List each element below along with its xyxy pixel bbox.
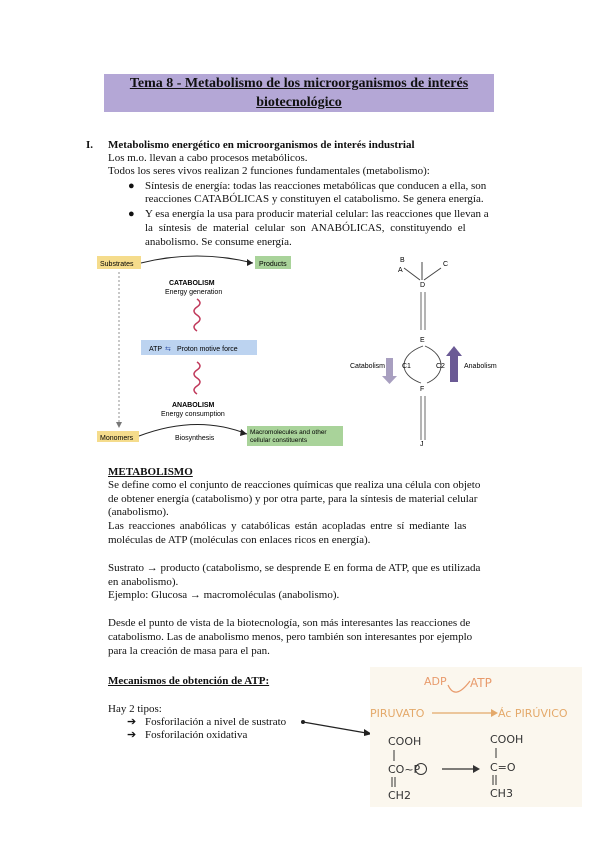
bullet-1-line-1: Síntesis de energía: todas las reacciones metabólicas que conducen a ella, son	[145, 180, 487, 192]
catabolism-label: CATABOLISM	[169, 280, 215, 287]
atp-mechanisms-intro: Hay 2 tipos:	[108, 703, 162, 715]
macromolecules-line-1: Macromolecules and other	[250, 429, 327, 436]
node-label: J	[420, 441, 424, 446]
energy-consumption-label: Energy consumption	[161, 411, 225, 418]
squiggle-down-icon	[194, 362, 200, 394]
metabolismo-line: para la creación de masa para el pan.	[108, 645, 270, 657]
anabolism-label: ANABOLISM	[172, 402, 215, 409]
bullet-dot: ●	[128, 208, 135, 220]
metabolismo-line: Desde el punto de vista de la biotecnología, son más interesantes las reacciones de	[108, 617, 471, 629]
bullet-dot: ●	[128, 180, 135, 192]
section-paragraph-1: Los m.o. llevan a cabo procesos metabólicos.	[108, 152, 308, 164]
hand-adp: ADP	[424, 675, 447, 688]
arrow-bullet-icon: ➔	[127, 729, 137, 741]
atp-label: ATP	[149, 346, 163, 353]
arrowhead-icon	[247, 259, 253, 266]
metabolismo-line: (anabolismo).	[108, 506, 169, 518]
arrowhead-icon	[240, 429, 247, 436]
biosynthesis-label: Biosynthesis	[175, 435, 215, 442]
atp-mechanisms-heading: Mecanismos de obtención de ATP:	[108, 675, 270, 687]
pointer-line	[300, 712, 380, 742]
bullet-2-line-1: Y esa energía la usa para producir material celular: las reacciones que llevan a	[145, 208, 489, 220]
section-paragraph-2: Todos los seres vivos realizan 2 funciones fundamentales (metabolismo):	[108, 165, 430, 177]
bullet-2-line-2: la síntesis de material celular son ANABÓLICAS, constituyendo el	[145, 222, 466, 234]
reversible-arrow	[421, 396, 425, 440]
atp-mechanism-item-2: Fosforilación oxidativa	[145, 729, 248, 741]
arrowhead-icon	[382, 376, 397, 384]
catabolism-arrow-icon	[386, 358, 393, 376]
hand-co-p: CO~P	[388, 763, 421, 776]
hand-cooh-right: COOH	[490, 733, 524, 746]
handwritten-note-image	[370, 667, 582, 807]
anabolism-label: Anabolism	[464, 363, 497, 370]
pmf-label: Proton motive force	[177, 346, 238, 353]
catabolism-curve	[141, 256, 253, 263]
hand-ch2: CH2	[388, 789, 411, 802]
c2-label: C2	[436, 363, 445, 370]
pointer-connector	[303, 722, 372, 734]
hand-ch3: CH3	[490, 787, 513, 800]
arrow-bullet-icon: ➔	[127, 716, 137, 728]
hand-piruvato: PIRUVATO	[370, 707, 425, 720]
hand-ac-piruvico: Ác PIRÚVICO	[498, 707, 568, 720]
metabolismo-line: moléculas de ATP (moléculas con enlaces ricos en energía).	[108, 534, 371, 546]
c1-label: C1	[402, 363, 411, 370]
metabolismo-line: Se define como el conjunto de reacciones químicas que realiza una célula con objeto	[108, 479, 481, 491]
node-label: A	[398, 267, 403, 274]
section-heading: Metabolismo energético en microorganismos de interés industrial	[108, 139, 415, 151]
node-label: F	[420, 386, 425, 393]
bullet-2-line-3: anabolismo. Se consume energía.	[145, 236, 292, 248]
catabolism-label: Catabolism	[350, 363, 386, 370]
hand-c-o: C=O	[490, 761, 516, 774]
monomers-label: Monomers	[100, 435, 134, 442]
reversible-arrow	[421, 292, 425, 330]
substrates-label: Substrates	[100, 261, 134, 268]
metabolismo-line: Las reacciones anabólicas y catabólicas están acopladas entre sí mediante las	[108, 520, 467, 532]
node-label: E	[420, 337, 425, 344]
section-number: I.	[86, 139, 94, 151]
bullet-1-line-2: reacciones CATABÓLICAS y constituyen el catabolismo. Se genera energía.	[145, 193, 484, 205]
metabolismo-line: en anabolismo).	[108, 576, 179, 588]
atp-mechanism-item-1: Fosforilación a nivel de sustrato	[145, 716, 287, 728]
squiggle-up-icon	[194, 299, 200, 331]
metabolismo-line: Ejemplo: Glucosa → macromoléculas (anabolismo).	[108, 589, 340, 601]
energy-generation-label: Energy generation	[165, 289, 223, 296]
svg-text:⇆: ⇆	[165, 346, 171, 353]
pathway-diagram	[348, 250, 498, 446]
metabolism-overview-diagram	[97, 252, 347, 448]
title-line-1: Tema 8 - Metabolismo de los microorganismos de interés	[129, 76, 469, 91]
node-label: B	[400, 257, 405, 264]
hand-atp: ATP	[470, 676, 492, 690]
node-label: D	[420, 282, 426, 289]
arrowhead-icon	[116, 422, 122, 428]
converging-arrows	[404, 262, 441, 280]
metabolismo-line: Sustrato → producto (catabolismo, se desprende E en forma de ATP, que es utilizada	[108, 562, 481, 574]
page-title	[104, 74, 494, 112]
products-label: Products	[259, 261, 287, 268]
metabolismo-line: de obtener energía (catabolismo) y por otra parte, para la síntesis de material celular	[108, 493, 478, 505]
node-label: C	[443, 261, 449, 268]
title-line-2: biotecnológico	[256, 95, 342, 110]
anabolism-arrow-icon	[450, 356, 458, 382]
macromolecules-line-2: cellular constituents	[250, 437, 308, 444]
arrowhead-icon	[446, 346, 462, 356]
hand-cooh-left: COOH	[388, 735, 422, 748]
metabolismo-line: catabolismo. Las de anabolismo menos, pero también son interesantes por ejemplo	[108, 631, 473, 643]
metabolismo-heading: METABOLISMO	[108, 466, 193, 478]
